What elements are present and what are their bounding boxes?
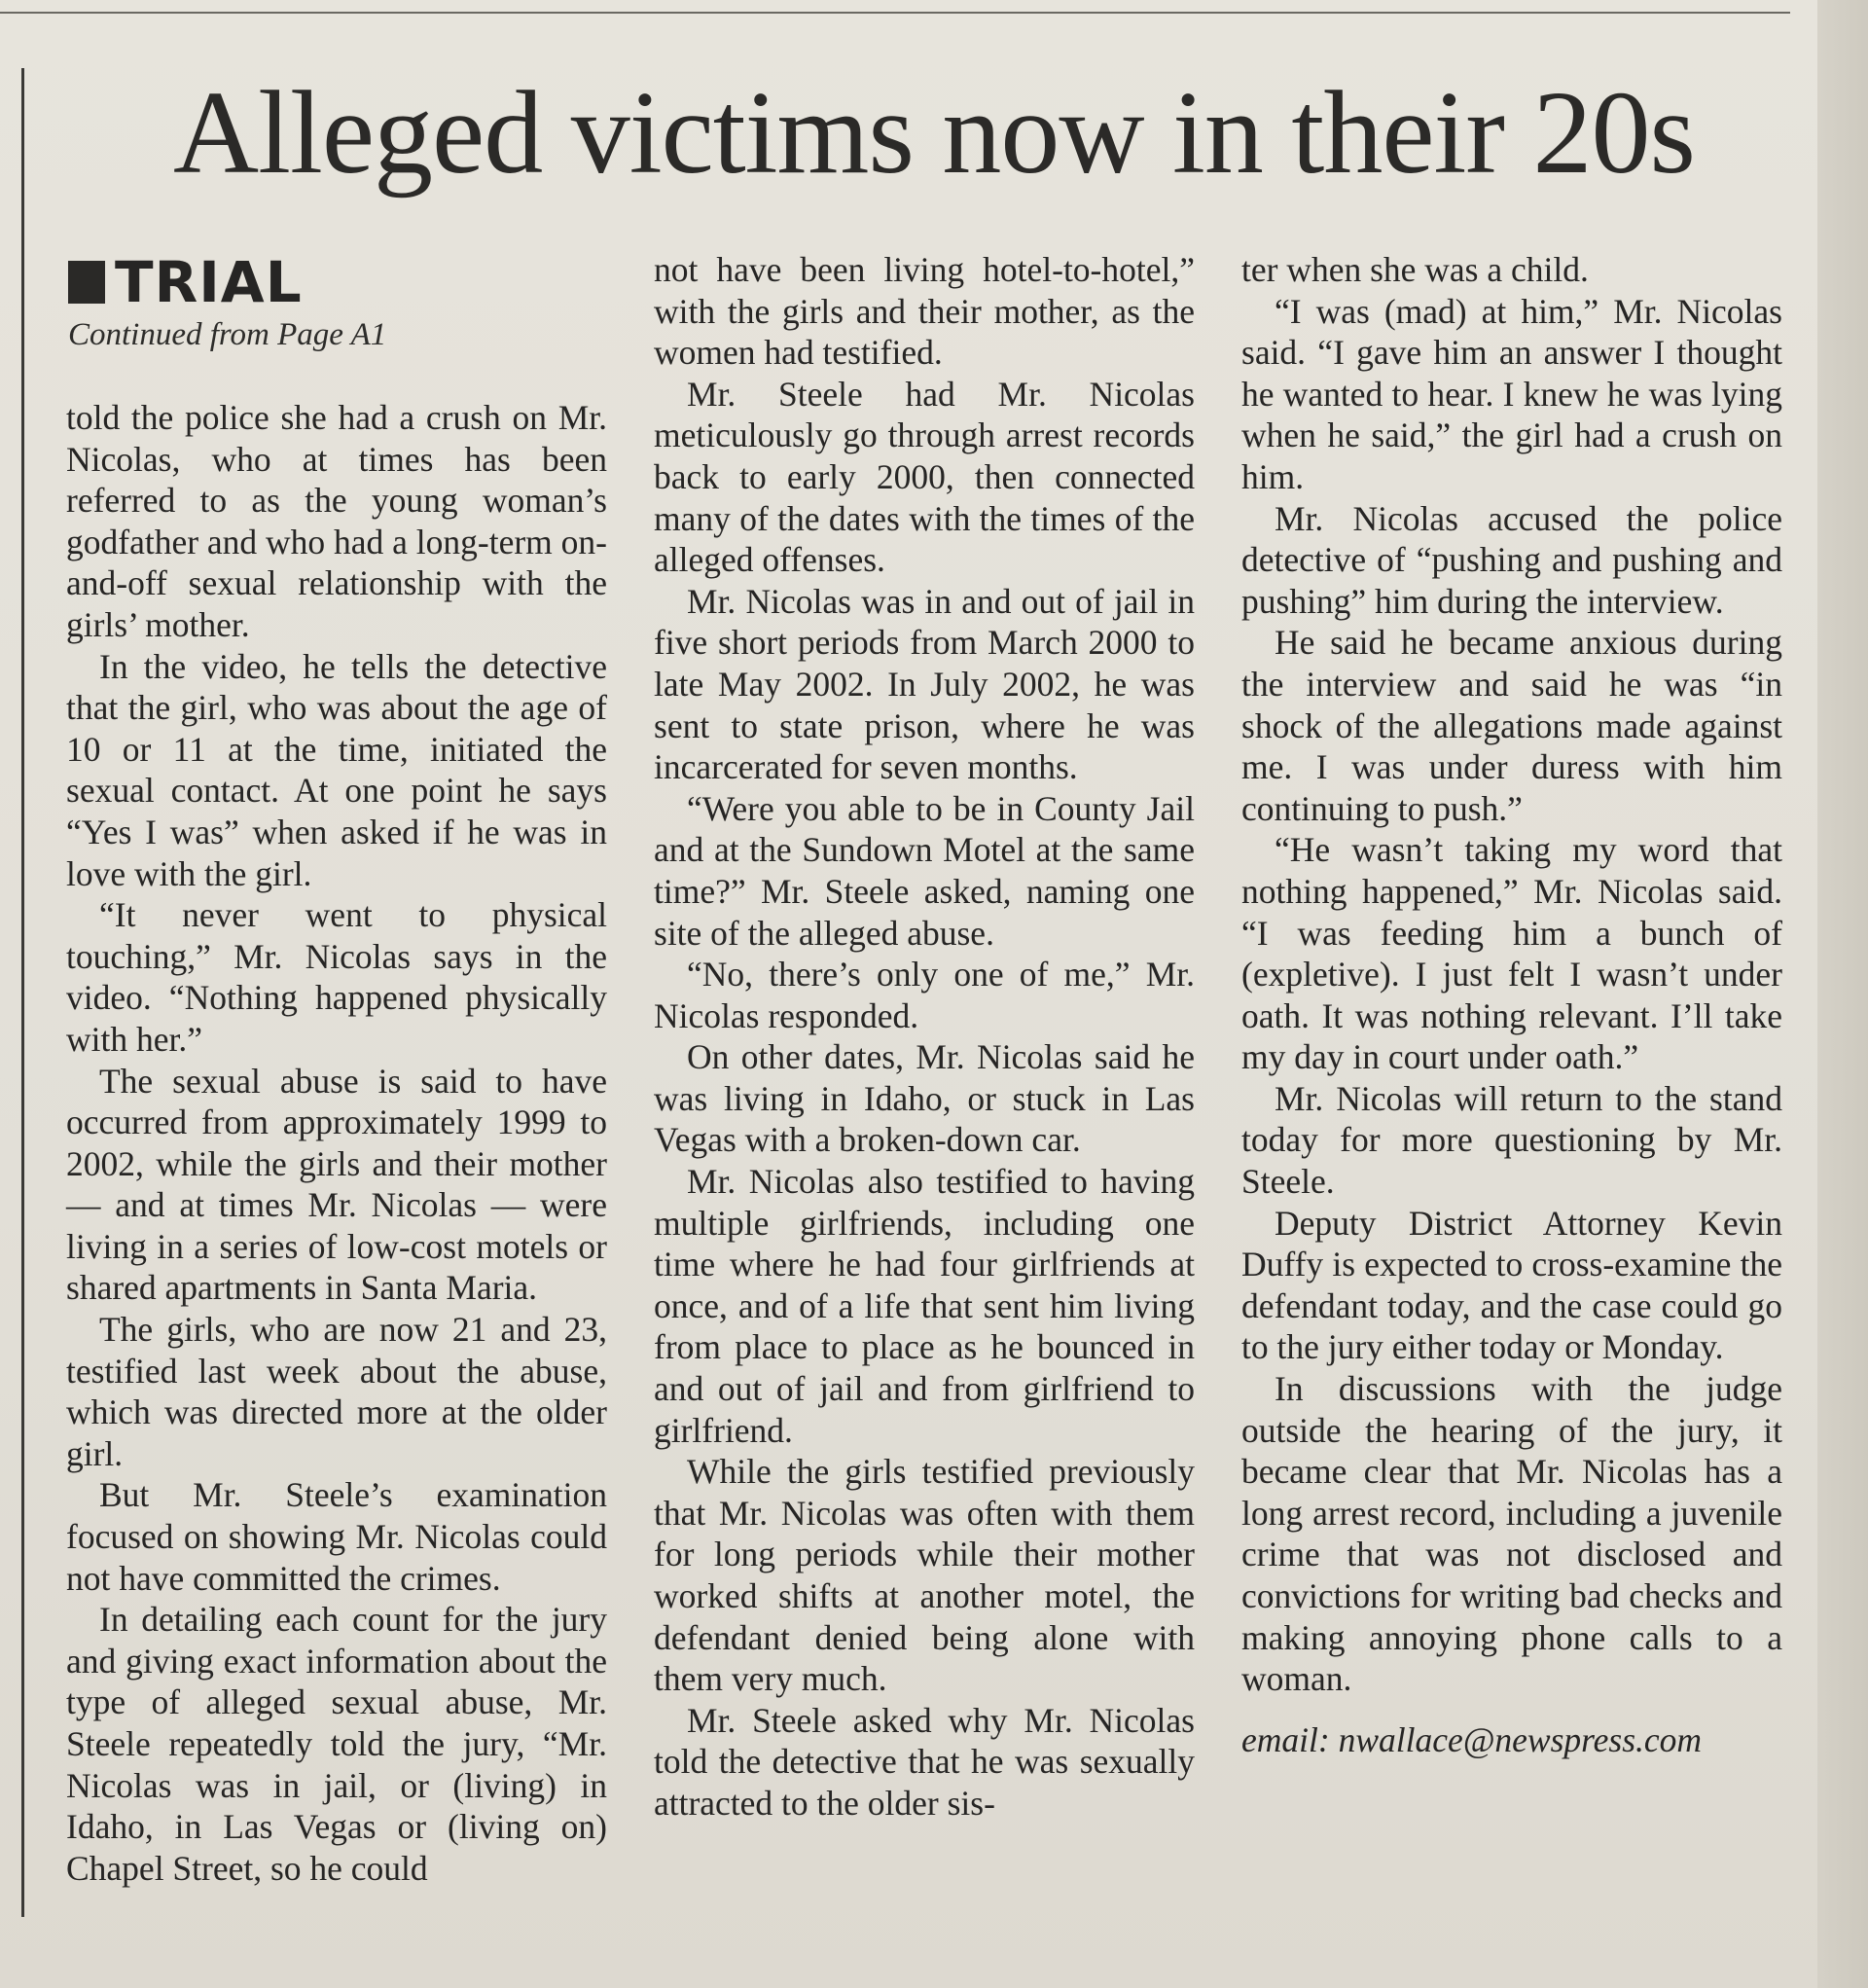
paragraph: ter when she was a child.: [1241, 250, 1589, 289]
paragraph: “No, there’s only one of me,” Mr. Nicolas responded.: [654, 955, 1195, 1035]
paragraph: not have been living hotel-to-hotel,” with the girls and their mother, as the women had testified.: [654, 250, 1195, 373]
continued-from-line: Continued from Page A1: [68, 317, 387, 352]
paragraph: The girls, who are now 21 and 23, testified last week about the abuse, which was directed more at the older girl.: [66, 1310, 607, 1473]
paragraph: Mr. Nicolas was in and out of jail in five short periods from March 2000 to late May 2002. In July 2002, he was sent to state prison, where he was incarcerated for seven months.: [654, 581, 1195, 787]
paragraph: Mr. Nicolas also testified to having multiple girlfriends, including one time where he had four girlfriends at once, and of a life that sent him living from place to place as he bounced in and out of jail and from girlfriend to girlfriend.: [654, 1162, 1195, 1450]
paragraph: In detailing each count for the jury and giving exact information about the type of alleged sexual abuse, Mr. Steele repeatedly told the jury, “Mr. Nicolas was in jail, or (living) in Idaho, in Las Vegas or (living on) Chapel Street, so he could: [66, 1600, 607, 1888]
paragraph: “I was (mad) at him,” Mr. Nicolas said. “I gave him an answer I thought he wanted to hear. I knew he was lying when he said,” the girl had a crush on him.: [1241, 291, 1782, 496]
paragraph: told the police she had a crush on Mr. Nicolas, who at times has been referred to as the young woman’s godfather and who had a long-term on-and-off sexual relationship with the girls’ mother.: [66, 398, 607, 644]
paragraph: “Were you able to be in County Jail and at the Sundown Motel at the same time?” Mr. Steele asked, naming one site of the alleged abuse.: [654, 788, 1195, 953]
author-email: email: nwallace@newspress.com: [1241, 1719, 1703, 1759]
paragraph: Mr. Nicolas accused the police detective of “pushing and pushing and pushing” him during the interview.: [1241, 498, 1782, 621]
paragraph: In the video, he tells the detective that the girl, who was about the age of 10 or 11 at the time, initiated the sexual contact. At one point he says “Yes I was” when asked if he was in love with the girl.: [66, 646, 607, 893]
paragraph: On other dates, Mr. Nicolas said he was living in Idaho, or stuck in Las Vegas with a broken-down car.: [654, 1037, 1195, 1160]
kicker-label: TRIAL: [115, 249, 303, 315]
paragraph: “It never went to physical touching,” Mr. Nicolas says in the video. “Nothing happened physically with her.”: [66, 895, 607, 1059]
paragraph: The sexual abuse is said to have occurred from approximately 1999 to 2002, while the girls and their mother — and at times Mr. Nicolas — were living in a series of low-cost motels or shared apartments in Santa Maria.: [66, 1061, 607, 1308]
left-column-rule: [21, 68, 24, 1917]
paragraph: “He wasn’t taking my word that nothing happened,” Mr. Nicolas said. “I was feeding him a bunch of (expletive). I just felt I wasn’t under oath. It was nothing relevant. I’ll take my day in court under oath.”: [1241, 830, 1782, 1077]
article-column-2: [654, 249, 1195, 1825]
kicker-square-icon: [68, 261, 105, 304]
paragraph: While the girls testified previously that Mr. Nicolas was often with them for long periods while their mother worked shifts at another motel, the defendant denied being alone with them very much.: [654, 1452, 1195, 1699]
paragraph: Deputy District Attorney Kevin Duffy is expected to cross-examine the defendant today, and the case could go to the jury either today or Monday.: [1241, 1203, 1782, 1367]
section-kicker: [68, 251, 303, 313]
top-rule: [0, 12, 1790, 14]
adjacent-page-edge: [1817, 0, 1868, 1988]
paragraph: He said he became anxious during the interview and said he was “in shock of the allegations made against me. I was under duress with him continuing to push.”: [1241, 623, 1782, 828]
headline: Alleged victims now in their 20s: [173, 67, 1695, 199]
article-column-3: [1241, 249, 1782, 1760]
article-column-1: [66, 397, 607, 1889]
paragraph: But Mr. Steele’s examination focused on showing Mr. Nicolas could not have committed the crimes.: [66, 1475, 607, 1598]
paragraph: Mr. Steele asked why Mr. Nicolas told the detective that he was sexually attracted to the older sis-: [654, 1700, 1195, 1823]
paragraph: Mr. Steele had Mr. Nicolas meticulously go through arrest records back to early 2000, then connected many of the dates with the times of the alleged offenses.: [654, 374, 1195, 580]
paragraph: In discussions with the judge outside the hearing of the jury, it became clear that Mr. Nicolas has a long arrest record, including a juvenile crime that was not disclosed and convictions for writing bad checks and making annoying phone calls to a woman.: [1241, 1369, 1782, 1699]
paragraph: Mr. Nicolas will return to the stand today for more questioning by Mr. Steele.: [1241, 1078, 1782, 1202]
